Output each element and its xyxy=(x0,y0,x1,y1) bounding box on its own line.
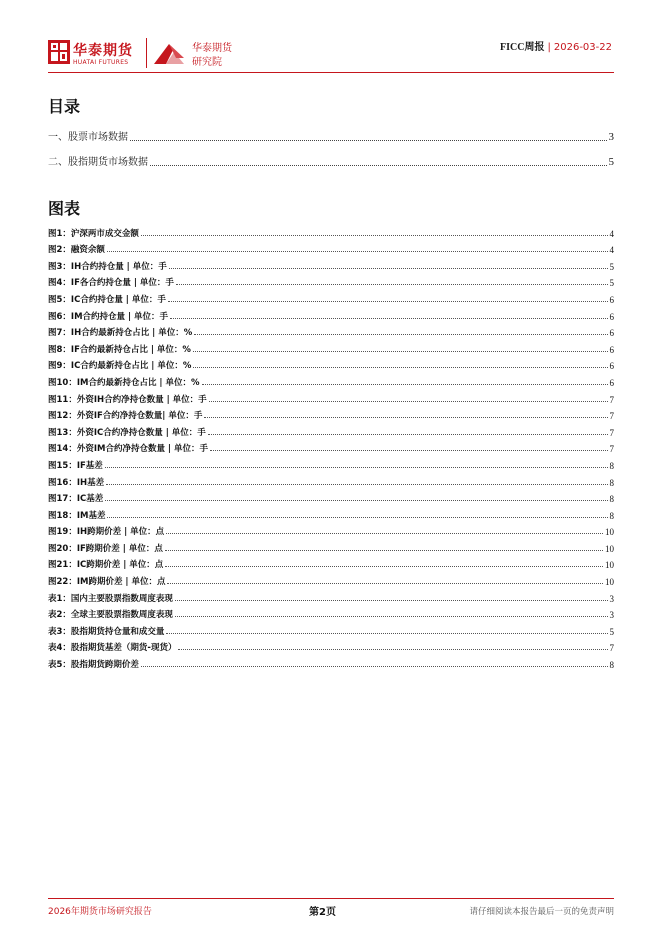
institute-emblem-icon xyxy=(152,40,186,66)
toc-entry[interactable] xyxy=(48,153,614,168)
figures-title: 图表 xyxy=(48,199,81,218)
dot-leader xyxy=(178,649,607,650)
figure-entry-page: 6 xyxy=(609,377,614,388)
footer-rule xyxy=(48,898,614,899)
figure-entry[interactable] xyxy=(48,272,614,289)
dot-leader xyxy=(150,165,607,166)
dot-leader xyxy=(176,284,608,285)
figure-entry-page: 7 xyxy=(609,394,614,405)
dot-leader xyxy=(193,351,608,352)
dot-leader xyxy=(170,318,607,319)
figure-entry[interactable] xyxy=(48,587,614,604)
figure-entry[interactable] xyxy=(48,554,614,571)
toc-entry-label: 二、股指期货市场数据 xyxy=(48,157,148,168)
figure-entry-page: 4 xyxy=(609,245,614,256)
figures-list xyxy=(48,222,614,670)
dot-leader xyxy=(106,484,607,485)
figure-entry-label: 表4：股指期货基差（期货-现货） xyxy=(48,643,177,654)
figure-entry-label: 图17：IC基差 xyxy=(48,494,104,505)
dot-leader xyxy=(209,401,608,402)
figure-entry[interactable] xyxy=(48,322,614,339)
page-header xyxy=(0,0,662,80)
figure-entry-label: 图2：融资余额 xyxy=(48,245,105,256)
figure-entry-label: 图10：IM合约最新持仓占比 | 单位：% xyxy=(48,377,200,388)
figure-entry-label: 表1：国内主要股票指数周度表现 xyxy=(48,593,173,604)
figure-entry[interactable] xyxy=(48,620,614,637)
figure-entry-label: 图11：外资IH合约净持仓数量 | 单位：手 xyxy=(48,394,207,405)
figure-entry-page: 8 xyxy=(609,510,614,521)
figure-entry[interactable] xyxy=(48,637,614,654)
figure-entry-page: 8 xyxy=(609,494,614,505)
toc-entry-label: 一、股票市场数据 xyxy=(48,132,128,143)
figure-entry-page: 3 xyxy=(609,593,614,604)
company-logo xyxy=(48,40,144,68)
figure-entry-page: 5 xyxy=(609,626,614,637)
figure-entry[interactable] xyxy=(48,371,614,388)
figure-entry-label: 图9：IC合约最新持仓占比 | 单位：% xyxy=(48,361,192,372)
figure-entry[interactable] xyxy=(48,570,614,587)
dot-leader xyxy=(166,633,607,634)
footer-report-title: 2026年期货市场研究报告 xyxy=(48,907,152,917)
dot-leader xyxy=(193,367,607,368)
dot-leader xyxy=(169,268,608,269)
figure-entry-page: 6 xyxy=(609,311,614,322)
figure-entry-label: 表2：全球主要股票指数周度表现 xyxy=(48,610,173,621)
figure-entry-page: 8 xyxy=(609,477,614,488)
toc-entry[interactable] xyxy=(48,128,614,143)
figure-entry-page: 7 xyxy=(609,643,614,654)
figure-entry[interactable] xyxy=(48,421,614,438)
figure-entry-label: 图8：IF合约最新持仓占比 | 单位：% xyxy=(48,344,191,355)
dot-leader xyxy=(166,533,603,534)
toc-title: 目录 xyxy=(48,97,81,116)
dot-leader xyxy=(194,334,607,335)
figure-entry-page: 3 xyxy=(609,610,614,621)
figure-entry[interactable] xyxy=(48,604,614,621)
dot-leader xyxy=(175,600,608,601)
logo-divider xyxy=(146,38,147,68)
figure-entry[interactable] xyxy=(48,239,614,256)
dot-leader xyxy=(167,583,603,584)
figure-entry-page: 10 xyxy=(605,527,614,538)
figure-entry[interactable] xyxy=(48,537,614,554)
toc-entry-page: 5 xyxy=(608,156,614,168)
figure-entry-label: 表3：股指期货持仓量和成交量 xyxy=(48,626,165,637)
research-institute-logo xyxy=(152,38,242,68)
figure-entry-label: 图3：IH合约持仓量 | 单位：手 xyxy=(48,261,167,272)
figure-entry[interactable] xyxy=(48,488,614,505)
figure-entry-label: 图13：外资IC合约净持仓数量 | 单位：手 xyxy=(48,427,206,438)
dot-leader xyxy=(165,550,603,551)
dot-leader xyxy=(105,467,608,468)
figure-entry-page: 7 xyxy=(609,411,614,422)
dot-leader xyxy=(130,140,607,141)
institute-line-2: 研究院 xyxy=(192,57,222,68)
figure-entry[interactable] xyxy=(48,471,614,488)
figure-entry-page: 10 xyxy=(605,577,614,588)
disclaimer-note: 请仔细阅读本报告最后一页的免责声明 xyxy=(469,907,614,917)
dot-leader xyxy=(175,616,608,617)
figure-entry-label: 图12：外资IF合约净持仓数量| 单位：手 xyxy=(48,411,203,422)
figure-entry-page: 6 xyxy=(609,294,614,305)
logo-name-en: HUATAI FUTURES xyxy=(73,59,129,66)
figure-entry-page: 10 xyxy=(605,560,614,571)
figure-entry[interactable] xyxy=(48,521,614,538)
report-name: FICC周报 xyxy=(500,42,545,53)
dot-leader xyxy=(141,666,608,667)
figure-entry-label: 图15：IF基差 xyxy=(48,460,103,471)
figure-entry-page: 10 xyxy=(605,543,614,554)
figure-entry-page: 5 xyxy=(609,278,614,289)
figure-entry[interactable] xyxy=(48,288,614,305)
toc-entry-page: 3 xyxy=(608,131,614,143)
huatai-logo-icon xyxy=(48,40,70,64)
figure-entry-page: 8 xyxy=(609,460,614,471)
figure-entry-label: 图16：IH基差 xyxy=(48,477,105,488)
dot-leader xyxy=(107,251,608,252)
figure-entry[interactable] xyxy=(48,454,614,471)
figure-entry-label: 图14：外资IM合约净持仓数量 | 单位：手 xyxy=(48,444,208,455)
figure-entry[interactable] xyxy=(48,338,614,355)
figure-entry-page: 7 xyxy=(609,427,614,438)
figure-entry[interactable] xyxy=(48,504,614,521)
figure-entry-label: 表5：股指期货跨期价差 xyxy=(48,660,139,671)
dot-leader xyxy=(204,417,607,418)
report-date: 2026-03-22 xyxy=(553,42,612,53)
figure-entry-page: 7 xyxy=(609,444,614,455)
figure-entry[interactable] xyxy=(48,355,614,372)
figure-entry-label: 图22：IM跨期价差 | 单位：点 xyxy=(48,577,166,588)
dot-leader xyxy=(141,235,608,236)
report-meta xyxy=(500,38,612,53)
figure-entry[interactable] xyxy=(48,222,614,239)
figure-entry-label: 图7：IH合约最新持仓占比 | 单位：% xyxy=(48,328,193,339)
dot-leader xyxy=(105,500,607,501)
figure-entry-label: 图18：IM基差 xyxy=(48,510,106,521)
figure-entry[interactable] xyxy=(48,438,614,455)
figure-entry-label: 图21：IC跨期价差 | 单位：点 xyxy=(48,560,164,571)
dot-leader xyxy=(107,517,607,518)
figure-entry-label: 图5：IC合约持仓量 | 单位：手 xyxy=(48,294,166,305)
figure-entry-page: 5 xyxy=(609,261,614,272)
figure-entry[interactable] xyxy=(48,255,614,272)
figure-entry-page: 4 xyxy=(609,228,614,239)
figure-entry[interactable] xyxy=(48,653,614,670)
dot-leader xyxy=(168,301,608,302)
dot-leader xyxy=(208,434,608,435)
figure-entry-label: 图1：沪深两市成交金额 xyxy=(48,228,139,239)
figure-entry-page: 6 xyxy=(609,328,614,339)
figure-entry-page: 6 xyxy=(609,361,614,372)
figure-entry-page: 6 xyxy=(609,344,614,355)
figure-entry-label: 图19：IH跨期价差 | 单位：点 xyxy=(48,527,165,538)
header-rule xyxy=(48,72,614,73)
figure-entry-page: 8 xyxy=(609,660,614,671)
dot-leader xyxy=(165,566,603,567)
figure-entry-label: 图6：IM合约持仓量 | 单位：手 xyxy=(48,311,169,322)
figure-entry[interactable] xyxy=(48,305,614,322)
dot-leader xyxy=(202,384,608,385)
institute-line-1: 华泰期货 xyxy=(192,43,232,54)
logo-name-cn: 华泰期货 xyxy=(73,43,133,59)
figure-entry-label: 图20：IF跨期价差 | 单位：点 xyxy=(48,543,163,554)
page-number: 第2页 xyxy=(309,907,336,918)
figure-entry[interactable] xyxy=(48,388,614,405)
figure-entry[interactable] xyxy=(48,405,614,422)
meta-separator: | xyxy=(547,42,551,53)
dot-leader xyxy=(210,450,608,451)
figure-entry-label: 图4：IF各合约持仓量 | 单位：手 xyxy=(48,278,174,289)
